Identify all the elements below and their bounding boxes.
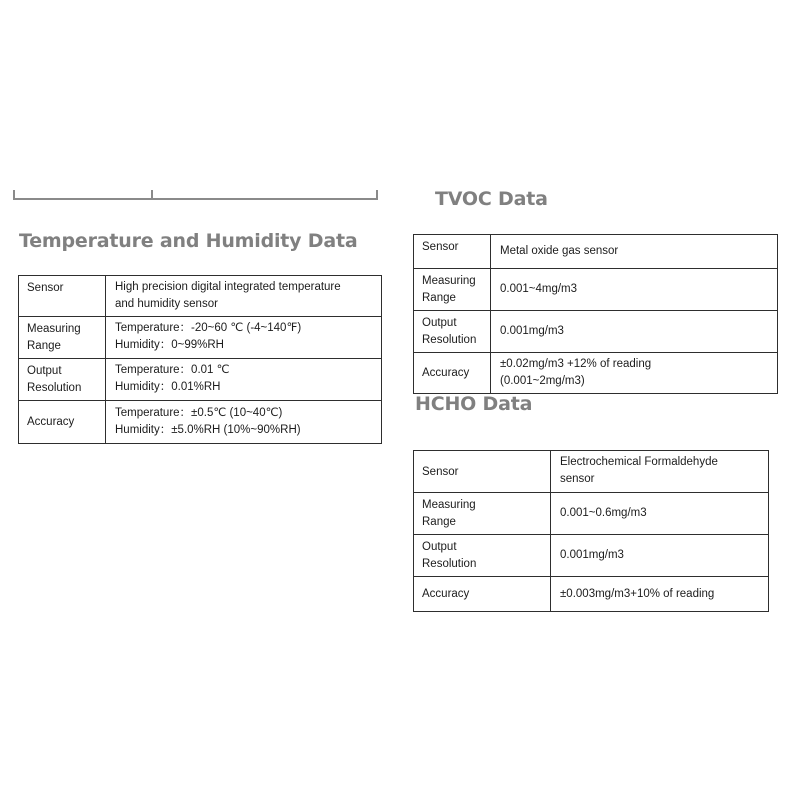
row-value [551,451,769,493]
row-label [19,401,106,444]
label-text: Range [27,340,61,352]
value-text: Humidity：0.01%RH [115,381,221,393]
label-text: Accuracy [422,367,470,379]
row-value [106,276,382,317]
table-row [19,401,382,444]
label-text: Measuring [422,499,476,511]
row-label [19,317,106,359]
row-label [414,493,551,535]
table-row [414,577,769,612]
row-value [106,359,382,401]
row-value [106,317,382,359]
value-text: Metal oxide gas sensor [500,245,619,257]
row-label [19,359,106,401]
value-text: Temperature：-20~60 ℃ (-4~140℉) [115,322,302,334]
value-text: and humidity sensor [115,298,218,310]
hcho-table [413,450,769,612]
table-row [414,269,778,311]
row-label [414,311,491,353]
cropped-table-bottom-edge [13,190,378,200]
row-value [551,577,769,612]
row-label [414,535,551,577]
label-text: Output [422,317,457,329]
label-text: Output [27,365,62,377]
value-text: ±0.003mg/m3+10% of reading [560,587,715,600]
value-text: sensor [560,473,595,485]
row-value [491,269,778,311]
label-text: Sensor [422,241,459,253]
row-label [414,451,551,493]
tvoc-table [413,234,778,394]
row-value [491,353,778,394]
table-border-tick [13,190,15,198]
row-value [551,493,769,535]
value-text: Temperature：±0.5℃ (10~40℃) [115,407,283,419]
row-label [414,577,551,612]
label-text: Measuring [27,323,81,335]
value-text: (0.001~2mg/m3) [500,375,585,387]
table-row [414,311,778,353]
row-value [551,535,769,577]
row-value [106,401,382,444]
table-row [414,353,778,394]
label-text: Accuracy [27,416,75,428]
label-text: Sensor [422,465,459,478]
table-row [414,235,778,269]
label-text: Sensor [27,282,64,294]
table-row [19,359,382,401]
temp-humidity-heading: Temperature and Humidity Data [19,230,358,252]
label-text: Resolution [27,382,82,394]
label-text: Measuring [422,275,476,287]
table-row [414,535,769,577]
label-text: Range [422,292,456,304]
value-text: Electrochemical Formaldehyde [560,456,718,468]
value-text: Humidity：±5.0%RH (10%~90%RH) [115,424,301,436]
row-value [491,235,778,269]
table-row [19,276,382,317]
label-text: Range [422,516,456,528]
value-text: 0.001mg/m3 [560,549,624,561]
tvoc-heading: TVOC Data [435,188,548,210]
temp-humidity-table [18,275,382,444]
table-border-tick [151,190,153,198]
value-text: 0.001~4mg/m3 [500,283,578,295]
table-row [414,451,769,493]
value-text: Temperature：0.01 ℃ [115,364,230,376]
label-text: Resolution [422,334,477,346]
table-border-tick [376,190,378,198]
value-text: High precision digital integrated temperature [115,281,341,293]
row-value [491,311,778,353]
value-text: Humidity：0~99%RH [115,339,224,351]
label-text: Resolution [422,558,477,570]
row-label [414,269,491,311]
value-text: 0.001~0.6mg/m3 [560,507,647,519]
value-text: 0.001mg/m3 [500,325,564,337]
label-text: Accuracy [422,588,470,600]
row-label [414,353,491,394]
label-text: Output [422,541,457,553]
row-label [414,235,491,269]
table-row [414,493,769,535]
table-row [19,317,382,359]
row-label [19,276,106,317]
hcho-heading: HCHO Data [415,393,533,415]
value-text: ±0.02mg/m3 +12% of reading [500,358,652,370]
